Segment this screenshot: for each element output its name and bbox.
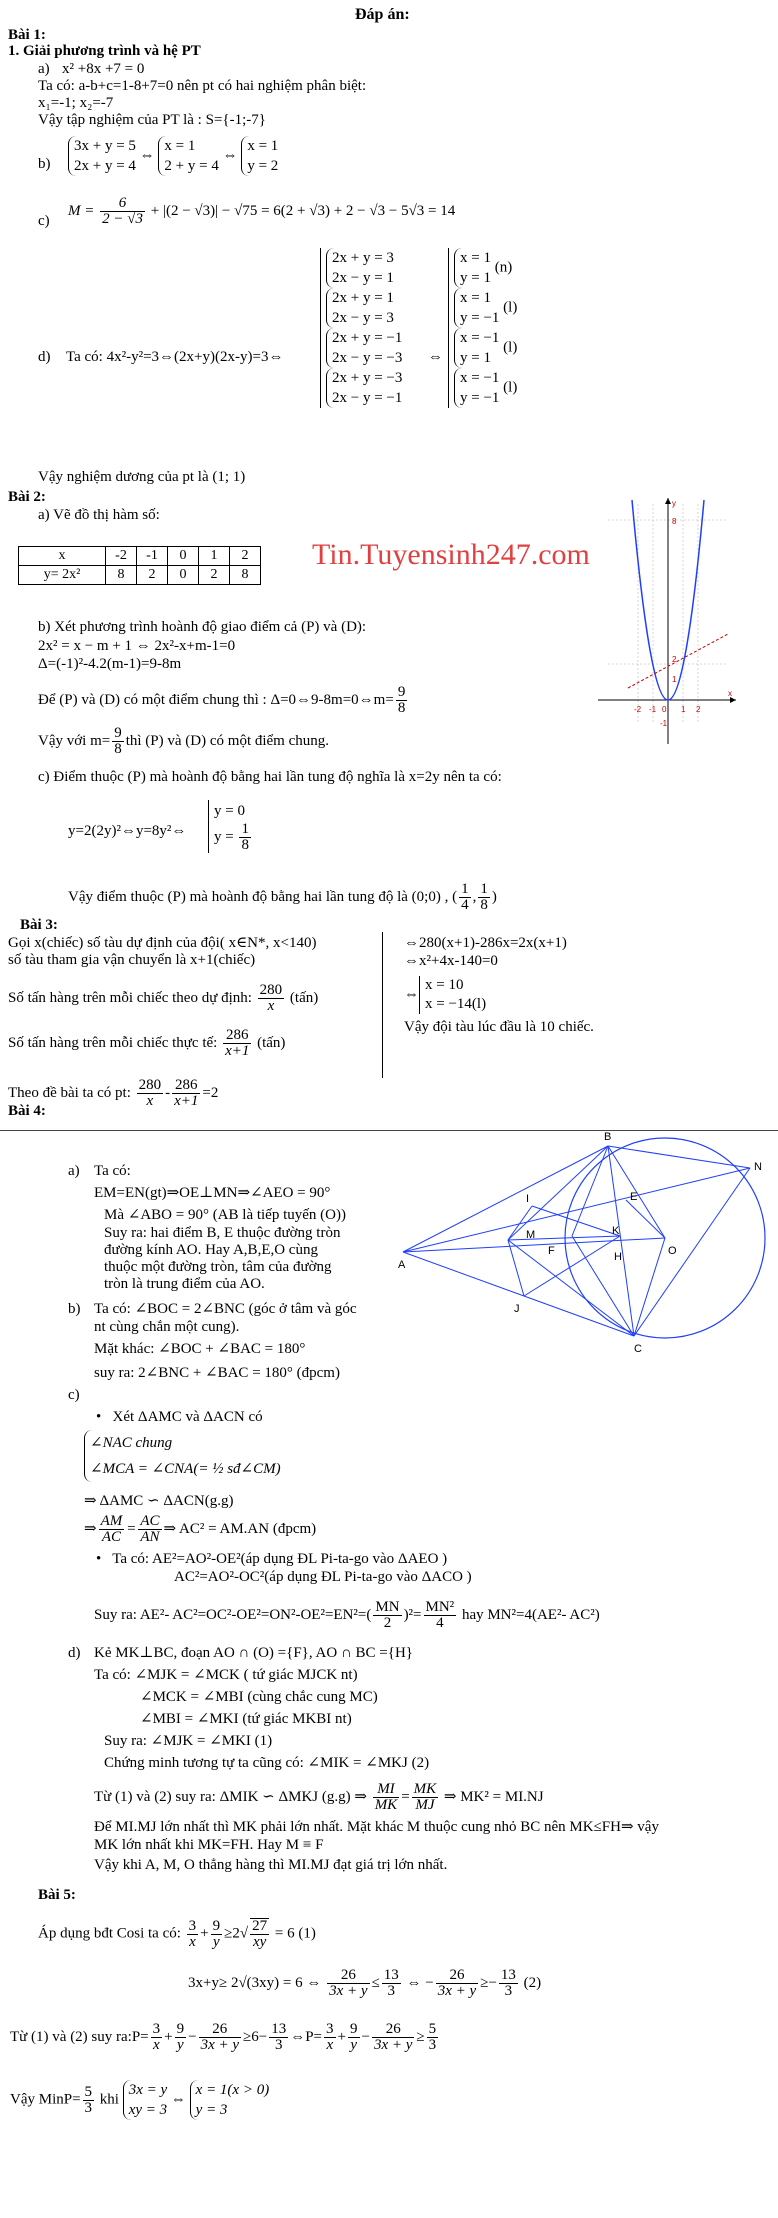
svg-text:2: 2 (696, 705, 701, 714)
bai2-b-line1: 2x² = x − m + 1 ⇔ 2x²-x+m-1=0 (38, 638, 236, 654)
bai5-heading: Bài 5: (38, 1887, 76, 1903)
bai1-a-line1: Ta có: a-b+c=1-8+7=0 nên pt có hai nghiệm phân biệt: (38, 78, 367, 94)
bai1-a-equation: x² +8x +7 = 0 (62, 61, 145, 77)
bai4-a-label: a) (68, 1163, 80, 1179)
bai4-c-label: c) (68, 1387, 80, 1403)
svg-text:1: 1 (681, 705, 686, 714)
bai2-b-line4: Vậy với m= $\frac{9}{8}$ thì (P) và (D) có một điểm chung. (38, 725, 330, 757)
bai2-c-text: c) Điểm thuộc (P) mà hoành độ bằng hai lần tung độ nghĩa là x=2y nên ta có: (38, 769, 502, 785)
bai4-a-line5: đường kính AO. Hay A,B,E,O cùng (104, 1242, 318, 1258)
svg-text:y: y (672, 499, 676, 508)
bai3-right-line2: ⇔x²+4x-140=0 (404, 953, 498, 969)
bai4-d-line7: Từ (1) và (2) suy ra: ΔMIK ∽ ΔMKJ (g.g) ⇒ $\frac{MI}{MK}$ = $\frac{MK}{MJ}$ ⇒ MK² = MI.NJ (94, 1781, 544, 1813)
bai4-c-line3: ⇒ $\frac{AM}{AC}$ = $\frac{AC}{AN}$ ⇒ AC² = AM.AN (đpcm) (84, 1513, 317, 1545)
svg-text:2: 2 (672, 655, 677, 664)
bai3-right-line1: ⇔280(x+1)-286x=2x(x+1) (404, 935, 567, 951)
bai5-line1: Áp dụng bđt Cosi ta có: $\frac{3}{x}$ + $\frac{9}{y}$ ≥2√ $\frac{27}{xy}$ = 6 (1) (38, 1917, 316, 1950)
bai1-b-label: b) (38, 156, 51, 172)
bai1-d-cases: 2x + y = 3 2x − y = 1 2x + y = 1 2x − y = 3 2x + y = −1 2x − y = −3 2x + y = −3 2x − y = −1 (320, 248, 402, 408)
bai4-d-line9: MK lớn nhất khi MK=FH. Hay M ≡ F (94, 1837, 324, 1853)
svg-text:8: 8 (672, 517, 677, 526)
svg-text:B: B (604, 1131, 612, 1143)
bai4-a-line6: thuộc một đường tròn, tâm của đường (104, 1259, 332, 1275)
bai4-b-line1: Ta có: ∠BOC = 2∠BNC (góc ở tâm và góc (94, 1301, 357, 1317)
bai2-c-conclusion: Vậy điểm thuộc (P) mà hoành độ bằng hai lần tung độ là (0;0) , ( $\frac{1}{4}$ , $\frac{1}{8}$ ) (68, 881, 497, 913)
bai4-b-line2: nt cùng chắn một cung). (94, 1319, 240, 1335)
svg-text:1: 1 (672, 675, 677, 684)
svg-text:-1: -1 (660, 719, 668, 728)
bai1-c-label: c) (38, 213, 50, 229)
bai4-d-label: d) (68, 1645, 81, 1661)
bai4-a-line3: Mà ∠ABO = 90° (AB là tiếp tuyến (O)) (104, 1207, 346, 1223)
svg-text:I: I (526, 1193, 530, 1205)
bai3-line1: Gọi x(chiếc) số tàu dự định của đội( x∈N*, x<140) (8, 935, 317, 951)
watermark: Tin.Tuyensinh247.com (312, 538, 590, 571)
svg-text:K: K (612, 1225, 620, 1237)
geometry-figure (398, 1128, 770, 1378)
bai4-d-line5: Suy ra: ∠MJK = ∠MKI (1) (104, 1733, 273, 1749)
svg-text:H: H (614, 1251, 622, 1263)
bai1-b-systems: 3x + y = 5 2x + y = 4 ⇔ x = 1 2 + y = 4 ⇔ x = 1 y = 2 (68, 136, 278, 176)
bai3-line4: Số tấn hàng trên mỗi chiếc thực tế: $\frac{286}{x+1}$ (tấn) (8, 1027, 286, 1059)
svg-text:J: J (514, 1303, 520, 1315)
svg-text:N: N (754, 1161, 762, 1173)
bai3-right-cases: ⇔x = 10 x = −14(l) (404, 977, 487, 1012)
parabola-graph (598, 494, 738, 754)
svg-text:-2: -2 (634, 705, 642, 714)
bai1-d-iff: ⇔ (428, 349, 443, 365)
bai4-d-line1: Kẻ MK⊥BC, đoạn AO ∩ (O) ={F}, AO ∩ BC ={H} (94, 1645, 413, 1661)
svg-text:C: C (634, 1343, 642, 1355)
bai5-line4: Vậy MinP= $\frac{5}{3}$ khi 3x = y xy = 3 ⇔ x = 1(x > 0) y = 3 (10, 2082, 270, 2118)
bai3-line3: Số tấn hàng trên mỗi chiếc theo dự định: $\frac{280}{x}$ (tấn) (8, 982, 319, 1014)
bai5-line3: Từ (1) và (2) suy ra:P= $\frac{3}{x}$ + $\frac{9}{y}$ − $\frac{26}{3x + y}$ ≥6− $\frac{13}{3}$ ⇔P= $\frac{3}{x}$ + $\frac{9}{y}$ − $\frac{26}{3x + y}$ ≥ $\frac{5}{3}$ (10, 2021, 437, 2053)
bai5-line2: 3x+y≥ 2√(3xy) = 6 ⇔ $\frac{26}{3x + y}$ ≤ $\frac{13}{3}$ ⇔ − $\frac{26}{3x + y}$ ≥− $\frac{13}{3}$ (2) (188, 1967, 542, 1999)
bai4-c-line5: AC²=AO²-OC²(áp dụng ĐL Pi-ta-go vào ΔACO ) (174, 1569, 472, 1585)
bai2-c-cases: y = 0 y = $\frac{1}{8}$ (208, 800, 253, 853)
bai2-heading: Bài 2: (8, 489, 46, 505)
bai4-b-label: b) (68, 1301, 81, 1317)
bai2-a-text: a) Vẽ đồ thị hàm số: (38, 507, 160, 523)
bai4-d-line4: ∠MBI = ∠MKI (tứ giác MKBI nt) (140, 1711, 352, 1727)
bai4-c-line1: • Xét ΔAMC và ΔACN có (96, 1409, 263, 1425)
bai4-d-line6: Chứng minh tương tự ta cũng có: ∠MIK = ∠MKJ (2) (104, 1755, 430, 1771)
bai4-b-line4: suy ra: 2∠BNC + ∠BAC = 180° (đpcm) (94, 1365, 340, 1381)
bai4-a-line4: Suy ra: hai điểm B, E thuộc đường tròn (104, 1225, 341, 1241)
bai4-d-line10: Vậy khi A, M, O thẳng hàng thì MI.MJ đạt giá trị lớn nhất. (94, 1857, 448, 1873)
svg-text:F: F (548, 1245, 555, 1257)
bai4-d-line2: Ta có: ∠MJK = ∠MCK ( tứ giác MJCK nt) (94, 1667, 358, 1683)
svg-text:x: x (728, 689, 732, 698)
svg-text:E: E (630, 1191, 638, 1203)
svg-text:0: 0 (662, 705, 667, 714)
bai4-heading: Bài 4: (8, 1103, 46, 1119)
bai4-b-line3: Mặt khác: ∠BOC + ∠BAC = 180° (94, 1341, 306, 1357)
bai4-a-line7: tròn là trung điểm của AO. (104, 1276, 265, 1292)
svg-text:M: M (526, 1229, 536, 1241)
svg-text:A: A (398, 1259, 406, 1271)
bai4-d-line3: ∠MCK = ∠MBI (cùng chắc cung MC) (140, 1689, 378, 1705)
bai3-heading: Bài 3: (20, 917, 58, 933)
bai2-b-line3: Để (P) và (D) có một điểm chung thì : Δ=0⇔9-8m=0⇔m= $\frac{9}{8}$ (38, 684, 406, 716)
bai1-d-text: Ta có: 4x²-y²=3⇔(2x+y)(2x-y)=3⇔ (66, 349, 284, 365)
bai4-d-line8: Để MI.MJ lớn nhất thì MK phải lớn nhất. Mặt khác M thuộc cung nhỏ BC nên MK≤FH⇒ vậy (94, 1819, 659, 1835)
bai4-c-line4: • Ta có: AE²=AO²-OE²(áp dụng ĐL Pi-ta-go vào ΔAEO ) (96, 1551, 448, 1567)
bai1-d-solutions: x = 1 y = 1 (n) x = 1 y = −1 (l) x = −1 y = 1 (l) x = −1 y = −1 (l) (448, 248, 517, 408)
bai1-a-label: a) (38, 61, 50, 77)
bai4-a-line1: Ta có: (94, 1163, 131, 1179)
bai1-d-label: d) (38, 349, 51, 365)
svg-text:O: O (668, 1245, 677, 1257)
bai1-a-line2: x₁=-1; x₂=-7 (38, 95, 114, 111)
bai2-value-table: x -2 -1 0 1 2 y= 2x² 8 2 0 2 8 (18, 546, 261, 585)
bai4-c-line2: ⇒ ΔAMC ∽ ΔACN(g.g) (84, 1493, 234, 1509)
bai4-c-line6: Suy ra: AE²- AC²=OC²-OE²=ON²-OE²=EN²=( $\frac{MN}{2}$ )²= $\frac{\text{MN²}}{4}$ hay MN²=4(AE²- AC²) (94, 1599, 600, 1631)
bai3-line5: Theo đề bài ta có pt: $\frac{280}{x}$ - $\frac{286}{x+1}$ =2 (8, 1077, 219, 1109)
bai2-c-line1: y=2(2y)²⇔y=8y²⇔ (68, 823, 187, 839)
bai4-c-system: ∠NAC chung ∠MCA = ∠CNA(= ½ sđ∠CM) (84, 1430, 281, 1482)
bai3-right-conclusion: Vậy đội tàu lúc đầu là 10 chiếc. (404, 1019, 594, 1035)
svg-text:-1: -1 (649, 705, 657, 714)
bai1-d-conclusion: Vậy nghiệm dương của pt là (1; 1) (38, 469, 246, 485)
bai2-b-line2: Δ=(-1)²-4.2(m-1)=9-8m (38, 656, 182, 672)
bai1-section: 1. Giải phương trình và hệ PT (8, 43, 201, 59)
bai3-line2: số tàu tham gia vận chuyển là x+1(chiếc) (8, 952, 256, 968)
page-title: Đáp án: (355, 6, 410, 23)
bai1-a-line3: Vậy tập nghiệm của PT là : S={-1;-7} (38, 112, 266, 128)
bai3-divider (382, 932, 383, 1078)
bai4-a-line2: EM=EN(gt)⇒OE⊥MN⇒∠AEO = 90° (94, 1185, 331, 1201)
bai1-heading: Bài 1: (8, 27, 46, 43)
bai2-b-text: b) Xét phương trình hoành độ giao điểm cả (P) và (D): (38, 619, 367, 635)
bai1-c-expression: M = $\frac{6}{2 - √3}$ + |(2 − √3)| − √75 = 6(2 + √3) + 2 − √3 − 5√3 = 14 (68, 195, 456, 227)
